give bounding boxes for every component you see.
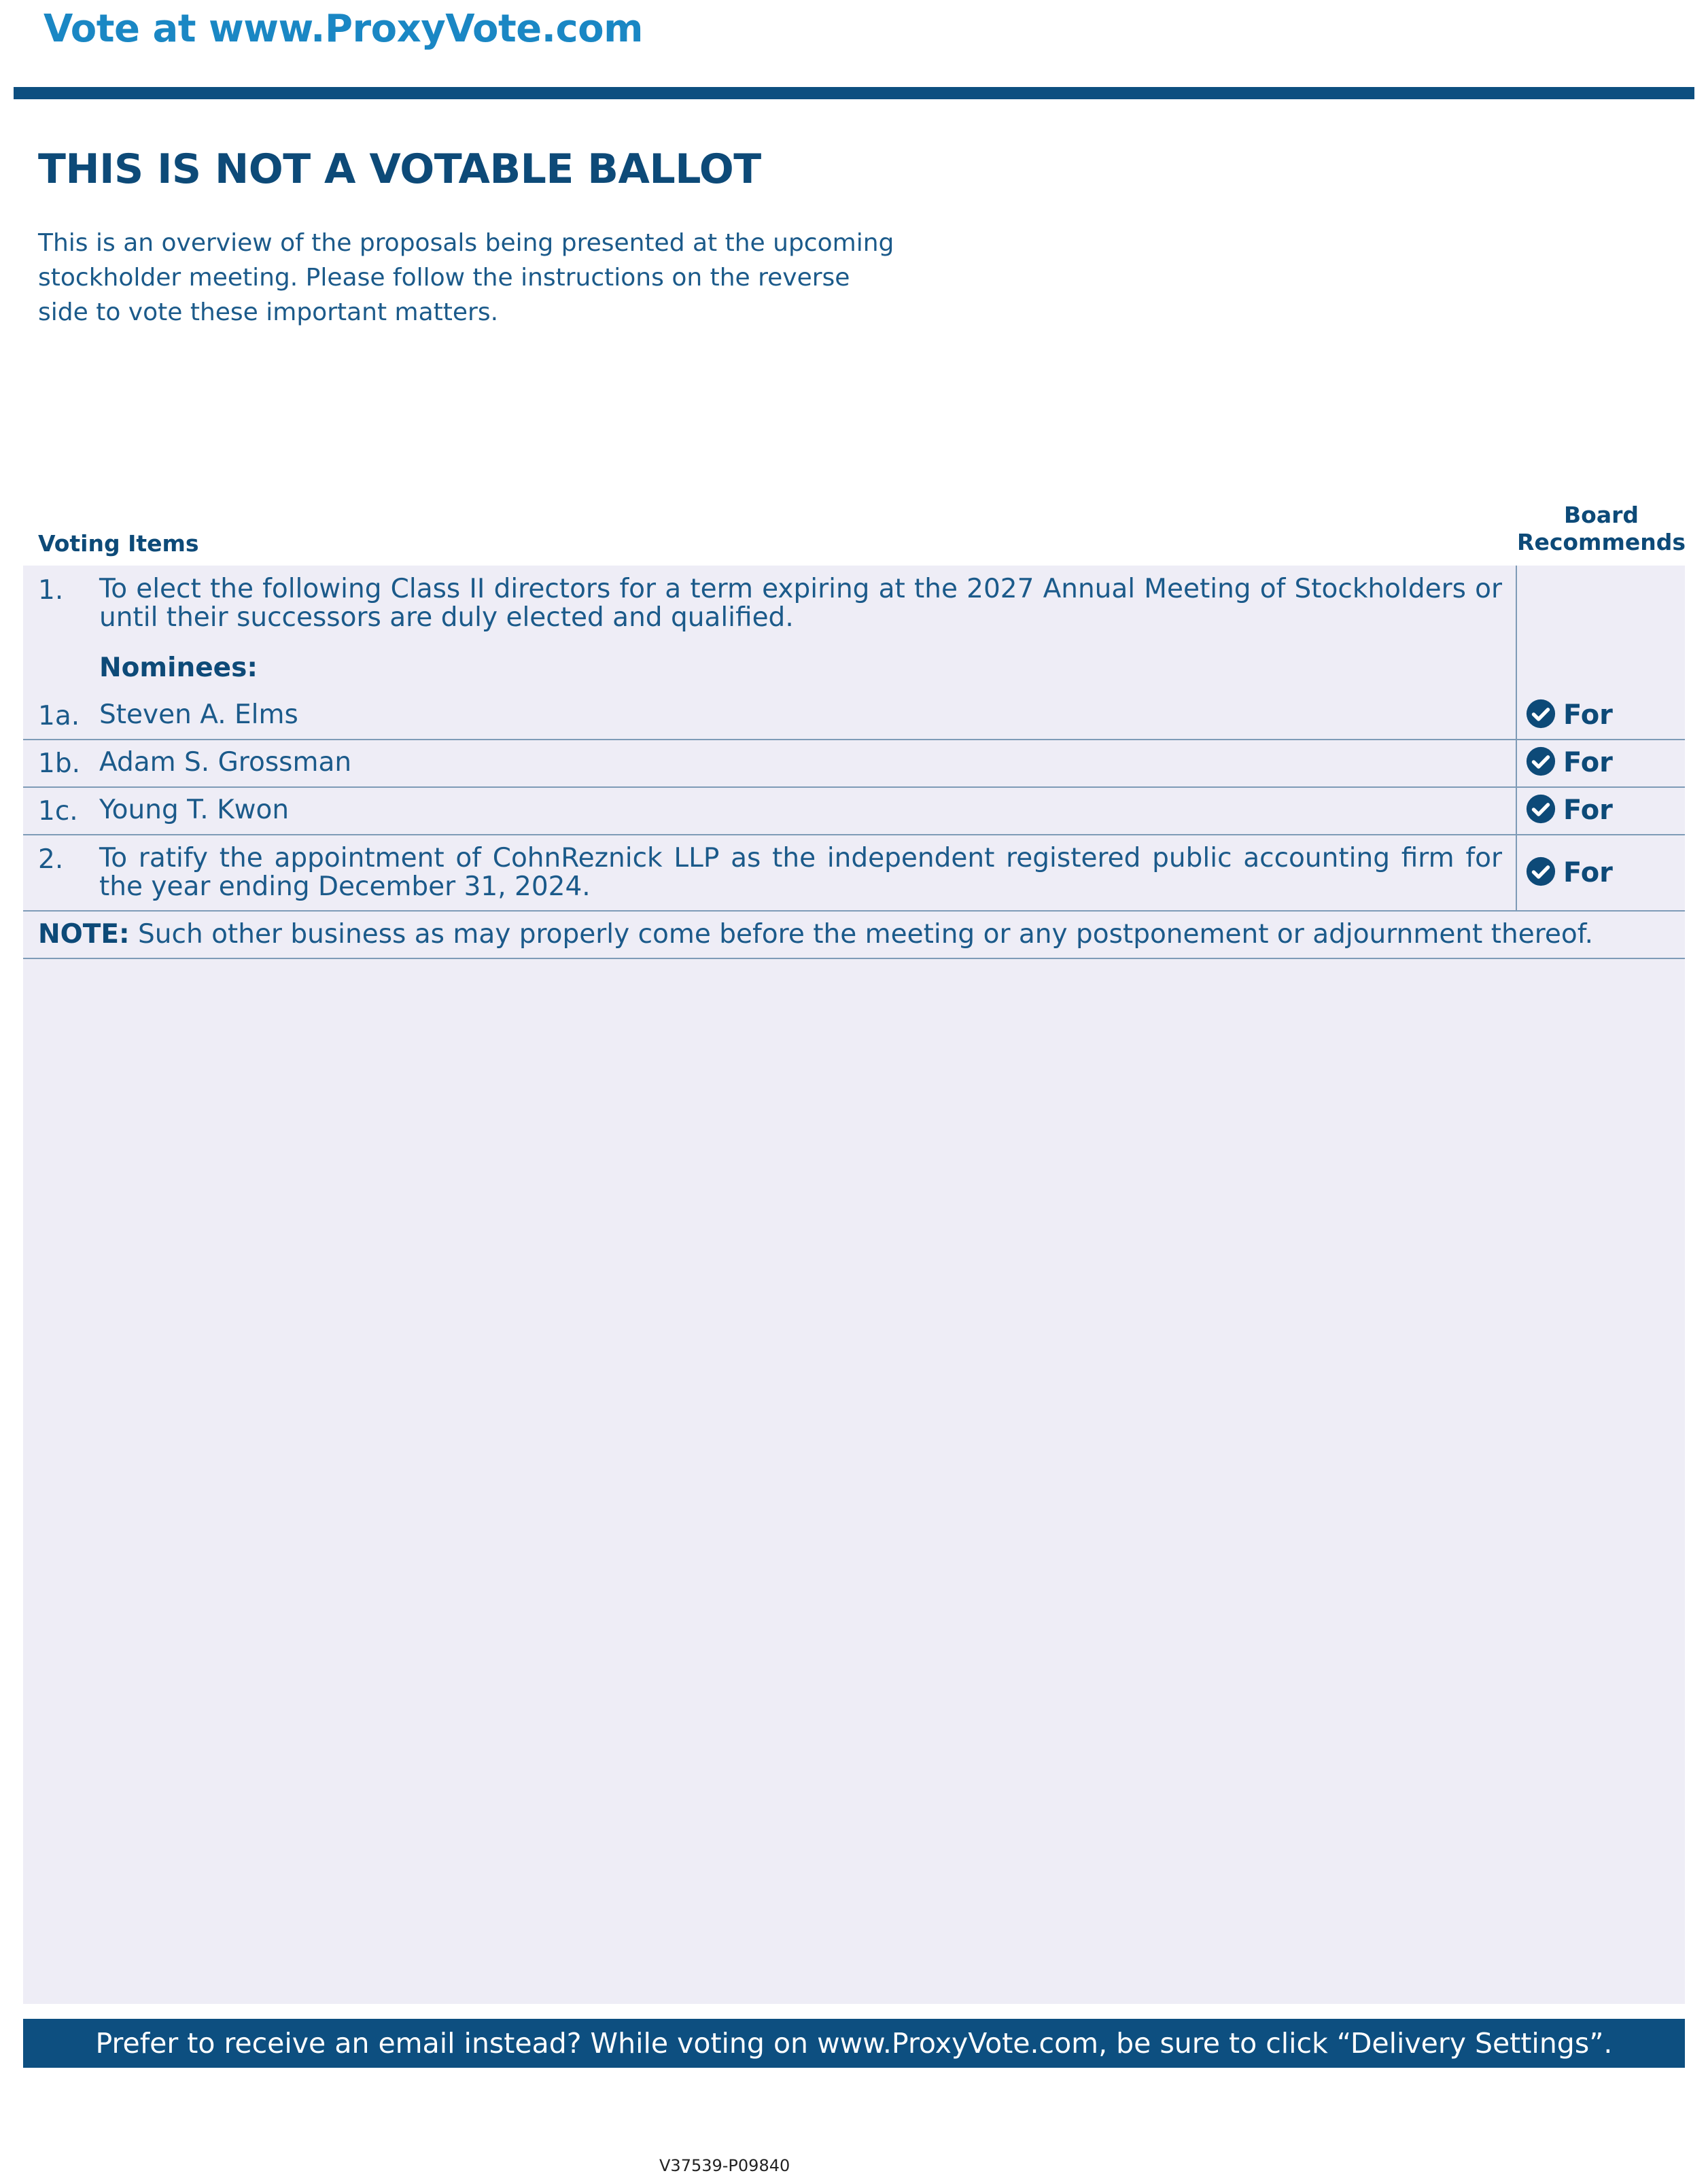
note-label: NOTE: — [38, 919, 130, 950]
item-1-description: To elect the following Class II directors for a term expiring at the 2027 Annual Meeting of Stockholders or until their successors are duly elected and qualified. — [99, 574, 1502, 633]
board-recommendation — [1525, 793, 1613, 827]
intro-paragraph: This is an overview of the proposals being presented at the upcoming stockholder meeting. Please follow the instructions on the reverse side to vote these important matters. — [38, 229, 894, 326]
nominee-name: Steven A. Elms — [99, 699, 298, 730]
check-circle-icon — [1525, 698, 1556, 732]
note-line — [38, 919, 1593, 950]
row-divider — [23, 739, 1685, 740]
nominee-name: Young T. Kwon — [99, 795, 290, 825]
board-recommends-heading: Board Recommends — [1517, 502, 1686, 555]
item-number: 2. — [38, 844, 64, 875]
nominee-name: Adam S. Grossman — [99, 747, 352, 778]
item-number: 1. — [38, 575, 64, 606]
delivery-settings-banner: Prefer to receive an email instead? While voting on www.ProxyVote.com, be sure to click “Delivery Settings”. — [23, 2019, 1685, 2068]
note-text: Such other business as may properly come before the meeting or any postponement or adjournment thereof. — [129, 919, 1594, 950]
proxyvote-header-link[interactable]: Vote at www.ProxyVote.com — [43, 7, 643, 51]
recommendation-label: For — [1563, 747, 1613, 778]
check-circle-icon — [1525, 793, 1556, 827]
recommendation-label: For — [1563, 795, 1613, 826]
check-circle-icon — [1525, 746, 1556, 780]
item-2-description: To ratify the appointment of CohnReznick LLP as the independent registered public accounting firm for the year ending December 31, 2024. — [99, 843, 1502, 902]
nominees-label: Nominees: — [99, 653, 258, 683]
header-divider — [14, 87, 1694, 99]
item-number: 1b. — [38, 748, 80, 779]
document-code: V37539-P09840 — [659, 2156, 790, 2175]
item-number: 1c. — [38, 796, 78, 827]
voting-items-panel — [23, 566, 1685, 2004]
row-divider — [23, 834, 1685, 835]
board-recommendation — [1525, 856, 1613, 890]
item-number: 1a. — [38, 701, 80, 731]
page-title: THIS IS NOT A VOTABLE BALLOT — [38, 145, 761, 193]
board-recommendation — [1525, 698, 1613, 732]
recommendation-label: For — [1563, 857, 1613, 888]
recommendation-column-divider — [1516, 566, 1517, 911]
row-divider — [23, 910, 1685, 912]
voting-items-heading: Voting Items — [38, 530, 199, 557]
recommendation-label: For — [1563, 699, 1613, 731]
board-recommendation — [1525, 746, 1613, 780]
row-divider — [23, 786, 1685, 788]
check-circle-icon — [1525, 856, 1556, 890]
row-divider — [23, 958, 1685, 959]
